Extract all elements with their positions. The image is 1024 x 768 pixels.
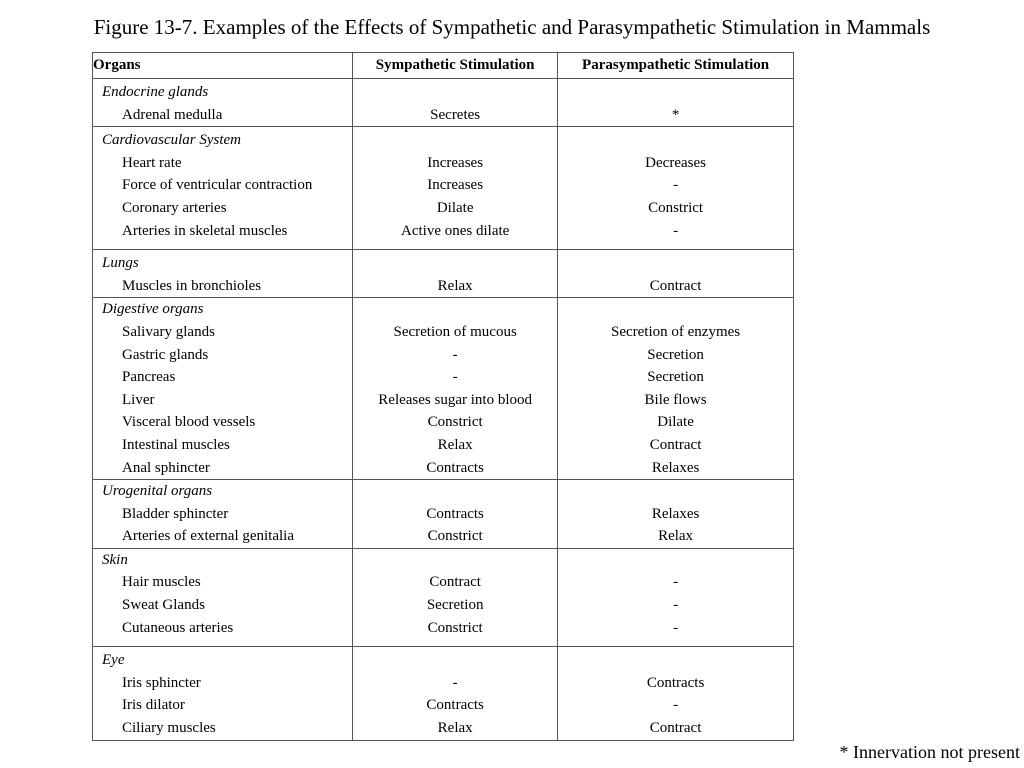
footnote: * Innervation not present [839,742,1020,762]
figure-title: Figure 13-7. Examples of the Effects of Sympathetic and Parasympathetic Stimulation in Mammals [93,15,931,39]
organ-cell [93,647,353,740]
table-row-group [93,548,794,646]
organ-name: Pancreas [122,369,176,386]
group-label: Digestive organs [102,301,204,318]
parasympathetic-value: Decreases [645,154,706,171]
parasympathetic-value: Secretion [647,369,704,386]
organ-name: Intestinal muscles [122,436,230,453]
organ-name: Salivary glands [122,323,215,340]
spacer-line [558,252,793,275]
sympathetic-cell [353,127,558,250]
header-parasympathetic: Parasympathetic Stimulation [558,53,794,79]
header-sympathetic: Sympathetic Stimulation [353,53,558,79]
group-label: Eye [102,652,125,669]
table-row-group [93,79,794,127]
parasympathetic-value: Secretion of enzymes [611,323,741,340]
organ-name: Gastric glands [122,346,209,363]
sympathetic-value: Contracts [426,505,484,522]
spacer-line [558,298,793,321]
sympathetic-value: - [452,674,458,691]
spacer-line [353,81,557,104]
sympathetic-value: - [452,346,458,363]
parasympathetic-value: Contract [649,277,702,294]
sympathetic-value: Constrict [427,619,483,636]
table-row-group [93,647,794,740]
organ-cell [93,79,353,127]
sympathetic-cell [353,298,558,480]
organ-name: Arteries in skeletal muscles [122,222,288,239]
organ-cell [93,298,353,480]
parasympathetic-value: - [673,697,679,714]
spacer-line [353,649,557,672]
table-row-group [93,250,794,298]
organ-name: Liver [122,391,155,408]
parasympathetic-cell [558,298,794,480]
spacer-line [558,81,793,104]
parasympathetic-value: Bile flows [644,391,707,408]
parasympathetic-value: - [673,597,679,614]
parasympathetic-cell [558,647,794,740]
parasympathetic-value: - [673,619,679,636]
organ-name: Muscles in bronchioles [122,277,262,294]
spacer-line [353,480,557,503]
sympathetic-value: Constrict [427,528,483,545]
group-label: Cardiovascular System [102,132,242,149]
parasympathetic-value: - [673,574,679,591]
organ-name: Cutaneous arteries [122,619,234,636]
spacer-line [558,480,793,503]
organ-name: Iris sphincter [122,674,201,691]
organ-cell [93,480,353,549]
group-label: Lungs [102,255,139,272]
sympathetic-cell [353,647,558,740]
parasympathetic-cell [558,127,794,250]
table-row-group [93,298,794,480]
spacer-line [353,298,557,321]
parasympathetic-value: Dilate [657,414,694,431]
parasympathetic-value: - [673,222,679,239]
organ-name: Coronary arteries [122,199,227,216]
table-row-group [93,127,794,250]
spacer-line [353,129,557,152]
parasympathetic-cell [558,79,794,127]
organ-name: Adrenal medulla [122,106,223,123]
sympathetic-value: Secretes [430,106,481,123]
organ-name: Heart rate [122,154,182,171]
parasympathetic-cell [558,548,794,646]
spacer-line [558,649,793,672]
table-row-group [93,480,794,549]
spacer-line [558,129,793,152]
sympathetic-value: Releases sugar into blood [378,391,533,408]
parasympathetic-cell [558,250,794,298]
sympathetic-value: Secretion [426,597,484,614]
organ-name: Sweat Glands [122,597,205,614]
parasympathetic-value: Contract [649,720,702,737]
organ-cell [93,548,353,646]
parasympathetic-value: Relaxes [651,459,700,476]
organ-name: Force of ventricular contraction [122,177,313,194]
sympathetic-value: Contracts [426,459,484,476]
parasympathetic-value: Relax [658,528,694,545]
sympathetic-value: Increases [427,154,484,171]
effects-table [92,52,794,741]
organ-cell [93,250,353,298]
table-header-row [93,53,794,79]
sympathetic-value: Contracts [426,697,484,714]
parasympathetic-value: Contract [649,436,702,453]
organ-name: Visceral blood vessels [122,414,256,431]
group-label: Endocrine glands [102,84,209,100]
parasympathetic-cell [558,480,794,549]
sympathetic-value: Active ones dilate [401,222,510,239]
header-organs: Organs [93,53,353,79]
sympathetic-value: - [452,369,458,386]
parasympathetic-value: Relaxes [651,505,700,522]
sympathetic-value: Secretion of mucous [393,323,517,340]
organ-cell [93,127,353,250]
sympathetic-value: Constrict [427,414,483,431]
organ-name: Iris dilator [122,697,185,714]
organ-name: Arteries of external genitalia [122,528,295,545]
spacer-line [353,549,557,572]
sympathetic-cell [353,480,558,549]
parasympathetic-value: * [671,106,680,123]
sympathetic-cell [353,548,558,646]
parasympathetic-value: Constrict [648,199,704,216]
sympathetic-value: Relax [437,436,473,453]
sympathetic-value: Increases [427,177,484,194]
sympathetic-value: Contract [429,574,481,591]
parasympathetic-value: Contracts [646,674,705,691]
parasympathetic-value: Secretion [647,346,704,363]
spacer-line [558,549,793,572]
parasympathetic-value: - [673,177,679,194]
sympathetic-cell [353,79,558,127]
group-label: Skin [102,551,128,568]
sympathetic-value: Dilate [436,199,474,216]
sympathetic-value: Relax [437,720,473,737]
group-label: Urogenital organs [102,483,213,500]
organ-name: Bladder sphincter [122,505,229,522]
spacer-line [353,252,557,275]
organ-name: Ciliary muscles [122,720,216,737]
organ-name: Hair muscles [122,574,201,591]
organ-name: Anal sphincter [122,459,210,476]
sympathetic-value: Relax [437,277,473,294]
sympathetic-cell [353,250,558,298]
